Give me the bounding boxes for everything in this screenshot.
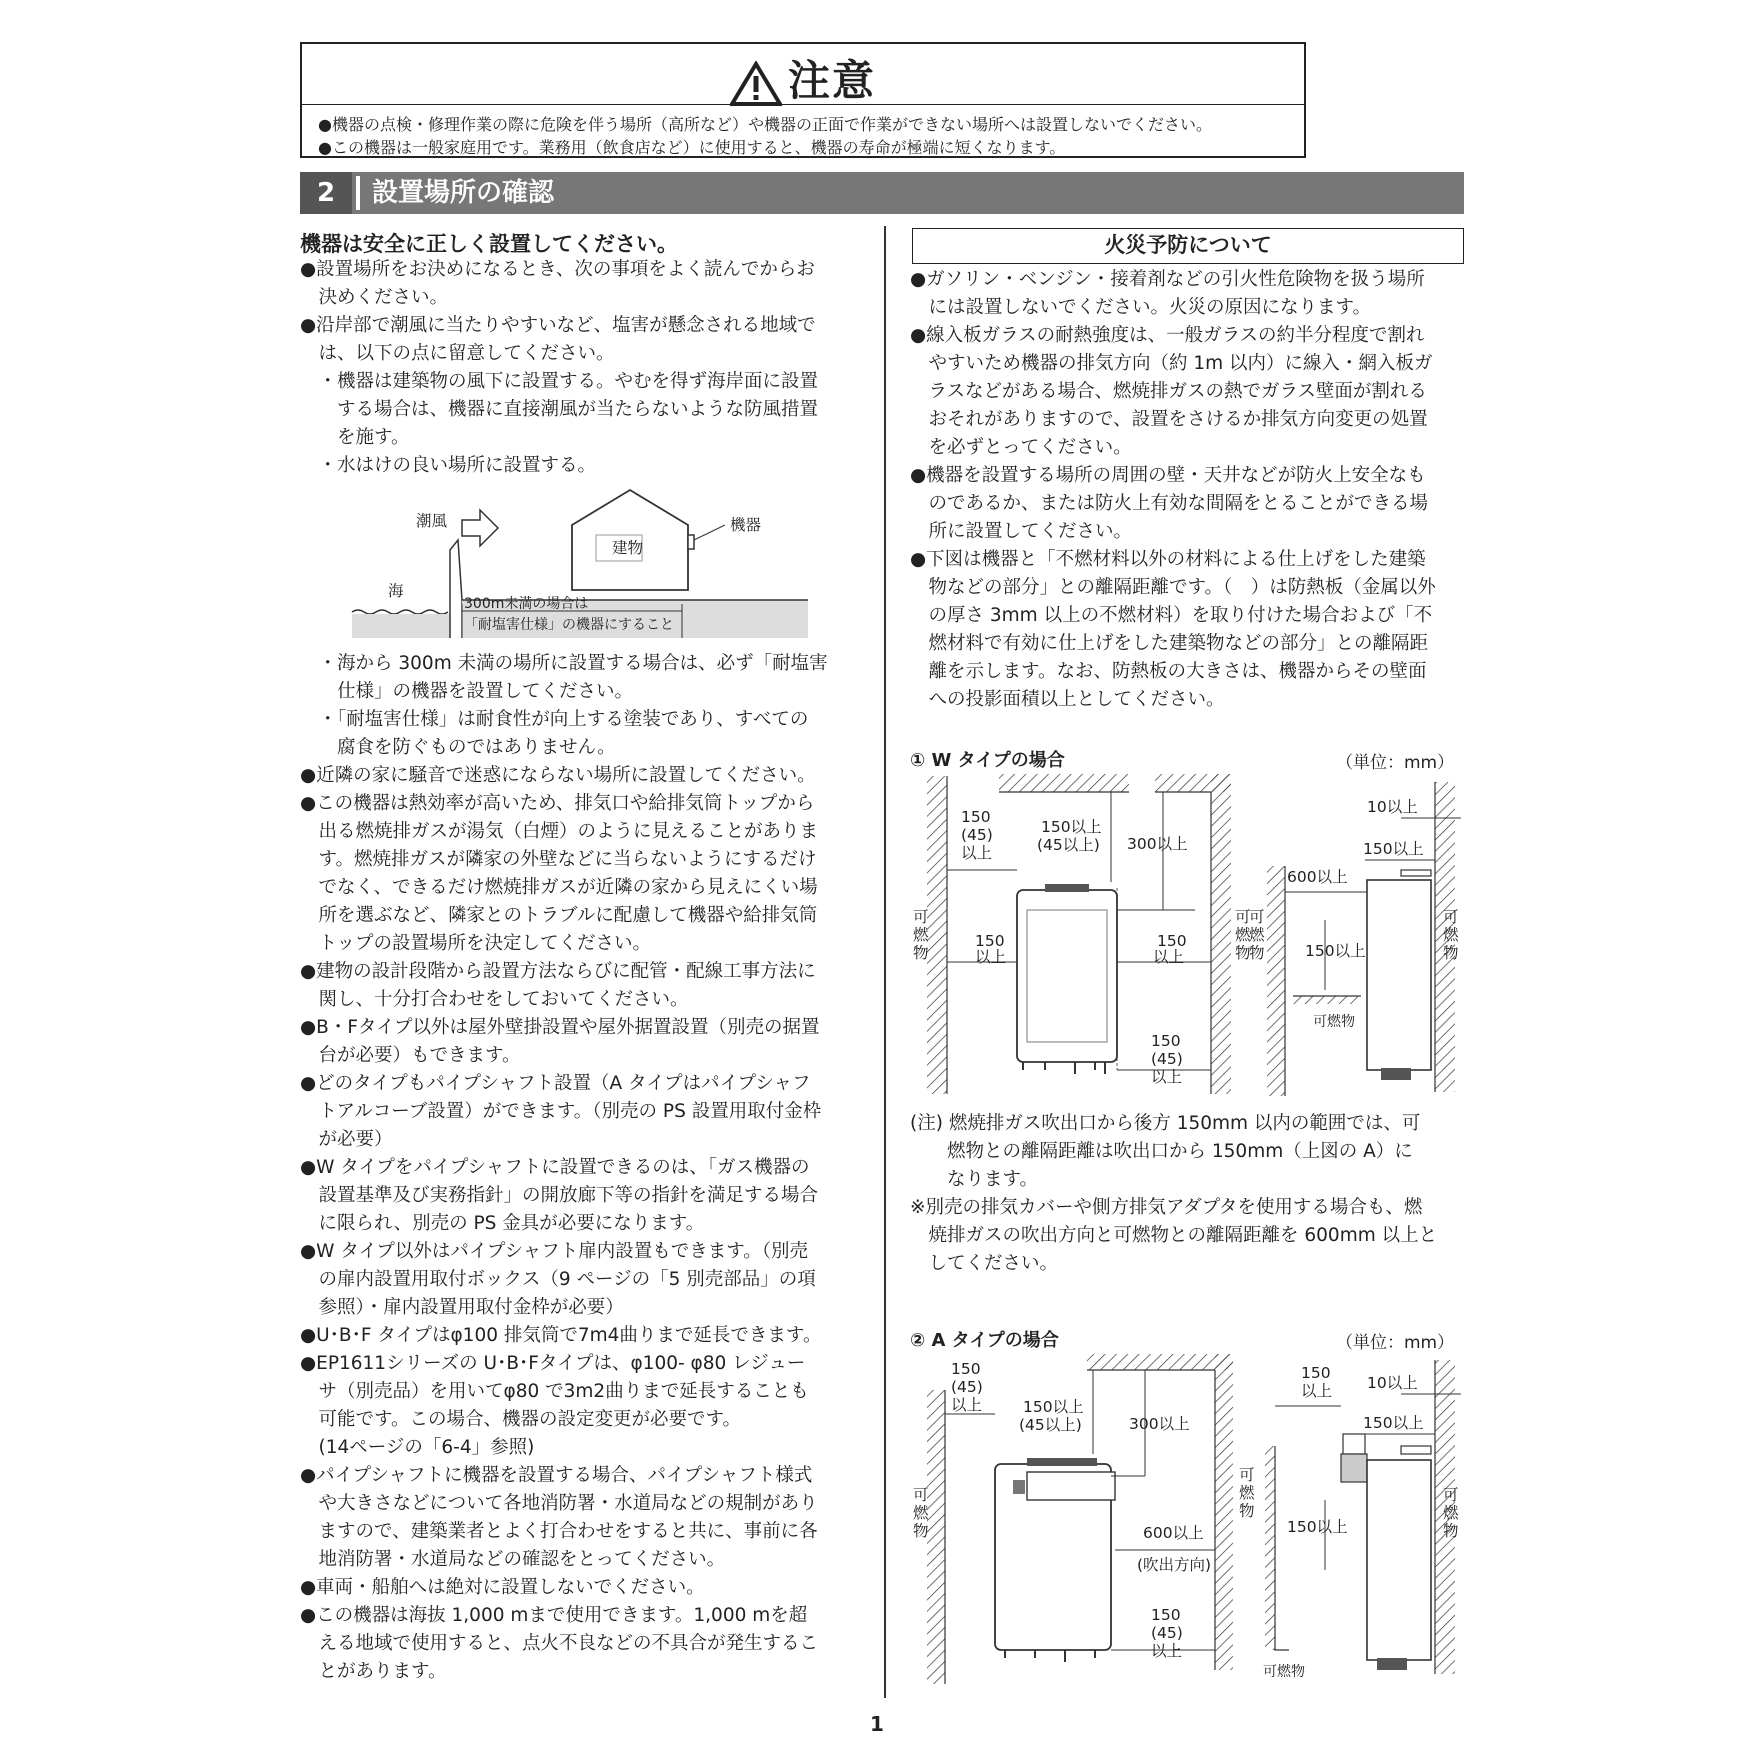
- svg-text:300以上: 300以上: [1127, 835, 1188, 853]
- left-heading: 機器は安全に正しく設置してください。: [300, 232, 678, 256]
- right-text-line: おそれがありますので、設置をさけるか排気方向変更の処置: [910, 409, 1428, 430]
- svg-text:燃: 燃: [913, 1504, 929, 1522]
- left-text-line: トップの設置場所を決定してください。: [300, 933, 651, 954]
- left-text-line: 地消防署・水道局などの確認をとってください。: [300, 1549, 726, 1570]
- svg-text:以上: 以上: [1301, 1382, 1333, 1400]
- right-text-line: 燃材料で有効に仕上げをした建築物などの部分」との離隔距: [910, 633, 1429, 654]
- note-line: 燃物との離隔距離は吹出口から 150mm（上図の A）に: [910, 1141, 1413, 1162]
- left-text-line: 参照）・扉内設置用取付金枠が必要）: [300, 1297, 624, 1318]
- warning-triangle-icon: [730, 61, 782, 107]
- wind-arrow-icon: [462, 510, 498, 546]
- svg-text:可: 可: [913, 908, 929, 926]
- right-text-line: の厚さ 3mm 以上の不燃材料）を取り付けた場合および「不: [910, 605, 1433, 626]
- right-text-line: を必ずとってください。: [910, 437, 1132, 458]
- svg-text:600以上: 600以上: [1143, 1524, 1204, 1542]
- column-divider: [884, 226, 886, 1698]
- svg-text:以上: 以上: [951, 1396, 983, 1414]
- svg-text:以上: 以上: [975, 948, 1007, 966]
- svg-text:燃: 燃: [1443, 926, 1459, 944]
- fig1-diagram: [905, 770, 1465, 1100]
- seawall: [450, 540, 462, 638]
- left-text-line: 仕様」の機器を設置してください。: [300, 681, 634, 702]
- left-text-line: 設置基準及び実務指針」の開放廊下等の指針を満足する場合: [300, 1185, 819, 1206]
- right-text-line: 物などの部分」との離隔距離です。（ ）は防熱板（金属以外: [910, 577, 1436, 598]
- device-label: 機器: [730, 516, 762, 534]
- svg-text:可燃物: 可燃物: [1313, 1014, 1355, 1030]
- left-text-line: 可能です。この場合、機器の設定変更が必要です。: [300, 1409, 742, 1430]
- right-text-line: 所に設置してください。: [910, 521, 1133, 542]
- left-text-line: える地域で使用すると、点火不良などの不具合が発生するこ: [300, 1633, 819, 1654]
- left-text-line: 関し、十分打合わせをしておいてください。: [300, 989, 689, 1010]
- svg-text:物: 物: [913, 944, 929, 962]
- left-text-line: ・水はけの良い場所に設置する。: [300, 455, 597, 476]
- right-text: [910, 266, 1436, 714]
- left-text-line: ●沿岸部で潮風に当たりやすいなど、塩害が懸念される地域で: [300, 315, 816, 336]
- svg-text:(45以上): (45以上): [1037, 836, 1100, 854]
- right-text-line: への投影面積以上としてください。: [910, 689, 1225, 710]
- note-line: ※別売の排気カバーや側方排気アダプタを使用する場合も、燃: [910, 1197, 1423, 1218]
- section-separator: [356, 176, 360, 210]
- right-text-line: ●下図は機器と「不燃材料以外の材料による仕上げをした建築: [910, 549, 1426, 570]
- caution-title-row: [302, 44, 1304, 105]
- svg-text:150: 150: [1157, 932, 1187, 950]
- left-text-line: ●この機器は熱効率が高いため、排気口や給排気筒トップから: [300, 793, 815, 814]
- svg-text:可: 可: [1235, 908, 1251, 926]
- note-line: してください。: [910, 1253, 1059, 1274]
- caution-title: [302, 48, 1304, 108]
- svg-text:可: 可: [1239, 1466, 1255, 1484]
- svg-text:可: 可: [913, 1486, 929, 1504]
- svg-text:燃: 燃: [1443, 1504, 1459, 1522]
- note-300m: 300m未満の場合は: [464, 596, 589, 612]
- svg-text:10以上: 10以上: [1367, 1374, 1418, 1392]
- svg-text:(45): (45): [961, 826, 993, 844]
- svg-text:燃: 燃: [1235, 926, 1251, 944]
- svg-text:物: 物: [1249, 944, 1265, 962]
- left-text-line: ●近隣の家に騒音で迷惑にならない場所に設置してください。: [300, 765, 816, 786]
- fig1-label: ① W タイプの場合: [910, 750, 1065, 771]
- sea-area: [352, 614, 450, 638]
- svg-text:物: 物: [913, 1522, 929, 1540]
- svg-text:(45以上): (45以上): [1019, 1416, 1082, 1434]
- right-text-line: ●ガソリン・ベンジン・接着剤などの引火性危険物を扱う場所: [910, 269, 1425, 290]
- svg-text:150: 150: [1151, 1032, 1181, 1050]
- left-text-a: [300, 256, 818, 480]
- note-line: (注) 燃焼排ガス吹出口から後方 150mm 以内の範囲では、可: [910, 1113, 1421, 1134]
- sea-label: 海: [388, 582, 404, 600]
- svg-text:可: 可: [1443, 908, 1459, 926]
- svg-text:300以上: 300以上: [1129, 1415, 1190, 1433]
- left-text-line: を施す。: [300, 427, 410, 448]
- right-text-line: には設置しないでください。火災の原因になります。: [910, 297, 1372, 318]
- left-text-line: ●B・Fタイプ以外は屋外壁掛設置や屋外据置設置（別売の据置: [300, 1017, 820, 1038]
- left-text-line: 腐食を防ぐものではありません。: [300, 737, 616, 758]
- left-text-line: ●どのタイプもパイプシャフト設置（A タイプはパイプシャフ: [300, 1073, 811, 1094]
- right-text-line: やすいため機器の排気方向（約 1m 以内）に線入・網入板ガ: [910, 353, 1433, 374]
- fig2-diagram: [905, 1350, 1465, 1690]
- section-number: 2: [300, 172, 352, 214]
- svg-text:150: 150: [1151, 1606, 1181, 1624]
- left-text-line: や大きさなどについて各地消防署・水道局などの規制があり: [300, 1493, 818, 1514]
- device-box: [688, 535, 694, 549]
- right-notes: [910, 1110, 1437, 1278]
- svg-text:以上: 以上: [1151, 1642, 1183, 1660]
- note-line: 焼排ガスの吹出方向と可燃物との離隔距離を 600mm 以上と: [910, 1225, 1438, 1246]
- left-text-line: ●設置場所をお決めになるとき、次の事項をよく読んでからお: [300, 259, 815, 280]
- fig2-unit: （単位：mm）: [1336, 1333, 1455, 1353]
- right-text-line: のであるか、または防火上有効な間隔をとることができる場: [910, 493, 1429, 514]
- svg-text:以上: 以上: [1151, 1068, 1183, 1086]
- svg-text:150: 150: [951, 1360, 981, 1378]
- svg-text:150: 150: [975, 932, 1005, 950]
- left-text-line: ●車両・船舶へは絶対に設置しないでください。: [300, 1577, 705, 1598]
- coastal-figure: [350, 480, 810, 640]
- fig1-side-device: [1367, 880, 1431, 1070]
- left-text-line: ・海から 300m 未満の場所に設置する場合は、必ず「耐塩害: [300, 653, 828, 674]
- sea-wave: [352, 610, 448, 614]
- left-text-line: ますので、建築業者とよく打合わせをすると共に、事前に各: [300, 1521, 818, 1542]
- left-text-line: する場合は、機器に直接潮風が当たらないような防風措置: [300, 399, 819, 420]
- left-text-line: (14ページの「6-4」参照): [300, 1437, 535, 1458]
- svg-text:可: 可: [1249, 908, 1265, 926]
- svg-text:燃: 燃: [1249, 926, 1265, 944]
- left-text-line: 所を選ぶなど、隣家とのトラブルに配慮して機器や給排気筒: [300, 905, 818, 926]
- note-salt: 「耐塩害仕様」の機器にすること: [464, 617, 674, 633]
- left-text-line: ●パイプシャフトに機器を設置する場合、パイプシャフト様式: [300, 1465, 813, 1486]
- section-title: 設置場所の確認: [372, 178, 555, 208]
- svg-text:物: 物: [1443, 1522, 1459, 1540]
- svg-text:(45): (45): [1151, 1050, 1183, 1068]
- left-text-line: ●この機器は海抜 1,000 mまで使用できます。1,000 mを超: [300, 1605, 808, 1626]
- left-text-line: 台が必要）もできます。: [300, 1045, 521, 1066]
- left-text-line: 決めください。: [300, 287, 449, 308]
- fire-prevention-title: 火災予防について: [912, 228, 1464, 264]
- left-text-line: の扉内設置用取付ボックス（9 ページの「5 別売部品」の項: [300, 1269, 816, 1290]
- left-text-line: ・機器は建築物の風下に設置する。やむを得ず海岸面に設置: [300, 371, 819, 392]
- svg-text:可: 可: [1443, 1486, 1459, 1504]
- page-number: 1: [870, 1712, 884, 1736]
- left-text-line: トアルコーブ設置）ができます。（別売の PS 設置用取付金枠: [300, 1101, 822, 1122]
- svg-text:10以上: 10以上: [1367, 798, 1418, 816]
- note-line: なります。: [910, 1169, 1039, 1190]
- caution-title-text: 注意: [787, 56, 876, 105]
- svg-text:燃: 燃: [913, 926, 929, 944]
- caution-line-1: ●機器の点検・修理作業の際に危険を伴う場所（高所など）や機器の正面で作業ができない場所へは設置しないでください。: [318, 115, 1212, 134]
- svg-text:600以上: 600以上: [1287, 868, 1348, 886]
- svg-text:可燃物: 可燃物: [1263, 1664, 1305, 1680]
- fig2-side-device: [1367, 1460, 1431, 1660]
- left-text-line: ●建物の設計段階から設置方法ならびに配管・配線工事方法に: [300, 961, 816, 982]
- svg-text:以上: 以上: [961, 844, 993, 862]
- right-text-line: ●線入板ガラスの耐熱強度は、一般ガラスの約半分程度で割れ: [910, 325, 1425, 346]
- right-text-line: 離を示します。なお、防熱板の大きさは、機器からその壁面: [910, 661, 1427, 682]
- svg-text:以上: 以上: [1153, 948, 1185, 966]
- left-text-line: は、以下の点に留意してください。: [300, 343, 615, 364]
- building-label: 建物: [612, 539, 644, 557]
- left-text-line: 出る燃焼排ガスが湯気（白煙）のように見えることがありま: [300, 821, 819, 842]
- svg-text:物: 物: [1235, 944, 1251, 962]
- svg-text:物: 物: [1443, 944, 1459, 962]
- left-text-line: に限られ、別売の PS 金具が必要になります。: [300, 1213, 705, 1234]
- caution-line-2: ●この機器は一般家庭用です。業務用（飲食店など）に使用すると、機器の寿命が極端に短くなります。: [318, 138, 1066, 157]
- svg-text:150以上: 150以上: [1363, 1414, 1424, 1432]
- left-text-line: でなく、できるだけ燃焼排ガスが近隣の家から見えにくい場: [300, 877, 818, 898]
- section-header: [300, 172, 1464, 214]
- svg-text:150以上: 150以上: [1023, 1398, 1084, 1416]
- svg-text:150: 150: [961, 808, 991, 826]
- right-text-line: ●機器を設置する場所の周囲の壁・天井などが防火上安全なも: [910, 465, 1426, 486]
- svg-text:150以上: 150以上: [1363, 840, 1424, 858]
- wind-label: 潮風: [416, 512, 448, 530]
- left-text-line: とがあります。: [300, 1661, 447, 1682]
- svg-text:燃: 燃: [1239, 1484, 1255, 1502]
- svg-text:(吹出方向): (吹出方向): [1137, 1556, 1212, 1574]
- svg-text:物: 物: [1239, 1502, 1255, 1520]
- left-text-line: ●U･B･F タイプはφ100 排気筒で7m4曲りまで延長できます。: [300, 1325, 822, 1346]
- svg-text:(45): (45): [1151, 1624, 1183, 1642]
- fig2-adapter: [1341, 1454, 1367, 1482]
- left-text-b: [300, 650, 828, 1686]
- right-text-line: ラスなどがある場合、燃焼排ガスの熱でガラス壁面が割れる: [910, 381, 1427, 402]
- svg-text:150: 150: [1301, 1364, 1331, 1382]
- svg-text:150以上: 150以上: [1041, 818, 1102, 836]
- svg-text:150以上: 150以上: [1305, 942, 1366, 960]
- fig1-unit: （単位：mm）: [1336, 753, 1455, 773]
- left-text-line: サ（別売品）を用いてφ80 で3m2曲りまで延長することも: [300, 1381, 809, 1402]
- svg-text:(45): (45): [951, 1378, 983, 1396]
- left-text-line: ●W タイプをパイプシャフトに設置できるのは、「ガス機器の: [300, 1157, 810, 1178]
- caution-box: [300, 42, 1306, 158]
- left-text-line: ●EP1611シリーズの U･B･Fタイプは、φ100- φ80 レジュー: [300, 1353, 806, 1374]
- left-text-line: ●W タイプ以外はパイプシャフト扉内設置もできます。（別売: [300, 1241, 808, 1262]
- svg-text:150以上: 150以上: [1287, 1518, 1348, 1536]
- left-text-line: す。燃焼排ガスが隣家の外壁などに当らないようにするだけ: [300, 849, 817, 870]
- left-text-line: ・「耐塩害仕様」は耐食性が向上する塗装であり、すべての: [300, 709, 809, 730]
- left-text-line: が必要）: [300, 1129, 393, 1150]
- fig2-label: ② A タイプの場合: [910, 1330, 1059, 1351]
